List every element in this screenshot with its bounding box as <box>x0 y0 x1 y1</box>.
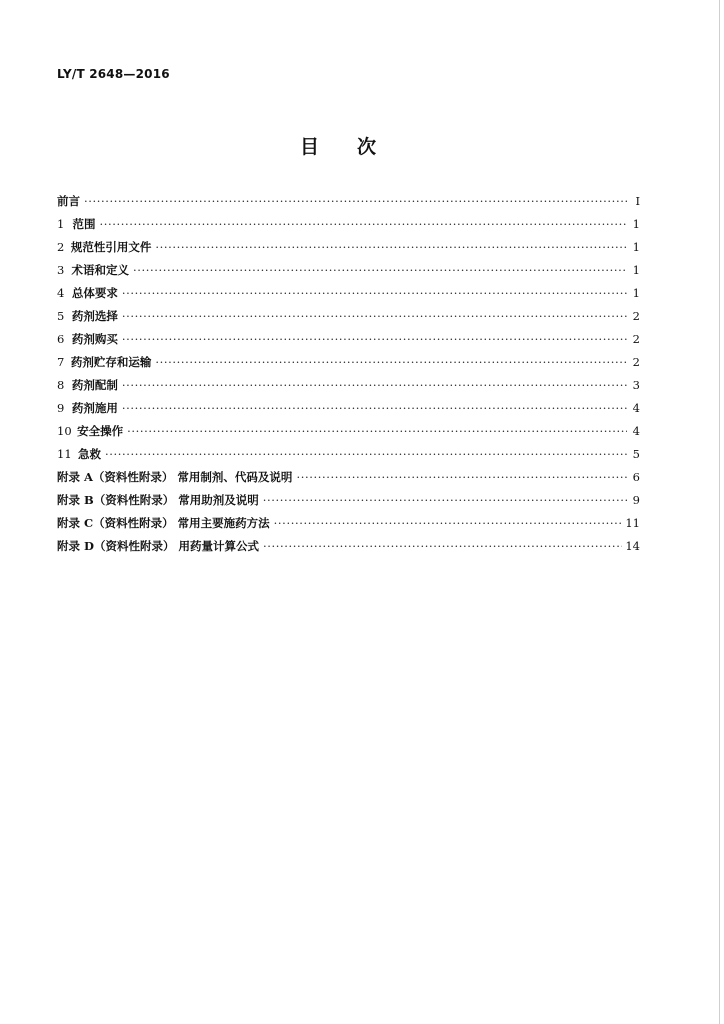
toc-entry-foreword[interactable] <box>57 193 640 216</box>
toc-entry-label: 药剂选择 <box>71 309 118 323</box>
page-edge <box>719 0 720 1024</box>
toc-entry-6[interactable] <box>57 331 640 354</box>
toc-entry-2[interactable] <box>57 239 640 262</box>
toc-entry-5[interactable] <box>57 308 640 331</box>
toc-page-number: 9 <box>632 493 640 507</box>
toc-section-number: 7 <box>57 355 65 369</box>
toc-entry-label: 药剂贮存和运输 <box>70 355 152 369</box>
toc-page-number: 2 <box>632 332 640 346</box>
toc-entry-8[interactable] <box>57 377 640 400</box>
toc-entry-label: 药剂施用 <box>71 401 118 415</box>
toc-entry-label: 附录 D（资料性附录） 用药量计算公式 <box>57 539 259 553</box>
toc-page-number: Ⅰ <box>635 194 640 208</box>
toc-dot-leader <box>105 447 627 461</box>
toc-section-number: 8 <box>57 378 65 392</box>
toc-section-number: 5 <box>57 309 65 323</box>
toc-entry-appendix-b[interactable] <box>57 492 640 515</box>
toc-entry-label: 范围 <box>72 217 96 231</box>
toc-dot-leader <box>133 263 627 277</box>
toc-entry-label: 前言 <box>57 194 80 208</box>
toc-dot-leader <box>122 286 627 300</box>
toc-dot-leader <box>296 470 627 484</box>
toc-page-number: 1 <box>632 217 640 231</box>
table-of-contents <box>57 193 640 561</box>
toc-dot-leader <box>263 493 627 507</box>
toc-page-number: 1 <box>632 263 640 277</box>
toc-entry-label: 安全操作 <box>77 424 124 438</box>
toc-entry-7[interactable] <box>57 354 640 377</box>
page-title: 目次 <box>300 136 415 158</box>
toc-dot-leader <box>263 539 622 553</box>
toc-entry-10[interactable] <box>57 423 640 446</box>
toc-entry-label: 术语和定义 <box>71 263 130 277</box>
toc-dot-leader <box>122 378 627 392</box>
toc-section-number: 10 <box>57 424 72 438</box>
toc-page-number: 4 <box>632 424 640 438</box>
toc-section-number: 2 <box>57 240 65 254</box>
toc-page-number: 2 <box>632 355 640 369</box>
toc-dot-leader <box>100 217 628 231</box>
toc-page-number: 14 <box>625 539 640 553</box>
toc-entry-label: 附录 C（资料性附录） 常用主要施药方法 <box>57 516 270 530</box>
toc-entry-label: 规范性引用文件 <box>70 240 152 254</box>
toc-section-number: 4 <box>57 286 65 300</box>
toc-dot-leader <box>155 240 627 254</box>
standard-number: LY/T 2648—2016 <box>57 67 170 81</box>
toc-entry-1[interactable] <box>57 216 640 239</box>
toc-page-number: 1 <box>632 240 640 254</box>
toc-entry-label: 附录 A（资料性附录） 常用制剂、代码及说明 <box>57 470 293 484</box>
toc-entry-appendix-c[interactable] <box>57 515 640 538</box>
toc-entry-label: 药剂配制 <box>71 378 118 392</box>
toc-section-number: 9 <box>57 401 65 415</box>
toc-entry-3[interactable] <box>57 262 640 285</box>
toc-section-number: 11 <box>57 447 72 461</box>
toc-dot-leader <box>155 355 627 369</box>
toc-section-number: 1 <box>57 217 65 231</box>
toc-dot-leader <box>122 332 627 346</box>
toc-entry-appendix-d[interactable] <box>57 538 640 561</box>
toc-dot-leader <box>122 401 627 415</box>
toc-entry-label: 总体要求 <box>71 286 118 300</box>
toc-page-number: 6 <box>632 470 640 484</box>
toc-page-number: 5 <box>632 447 640 461</box>
toc-dot-leader <box>122 309 627 323</box>
toc-entry-9[interactable] <box>57 400 640 423</box>
toc-entry-label: 附录 B（资料性附录） 常用助剂及说明 <box>57 493 259 507</box>
toc-page-number: 3 <box>632 378 640 392</box>
toc-page-number: 1 <box>632 286 640 300</box>
toc-dot-leader <box>84 194 627 208</box>
toc-entry-label: 急救 <box>77 447 101 461</box>
toc-page-number: 2 <box>632 309 640 323</box>
toc-entry-11[interactable] <box>57 446 640 469</box>
toc-section-number: 6 <box>57 332 65 346</box>
toc-entry-4[interactable] <box>57 285 640 308</box>
toc-page-number: 4 <box>632 401 640 415</box>
toc-dot-leader <box>274 516 623 530</box>
toc-section-number: 3 <box>57 263 65 277</box>
toc-page-number: 11 <box>625 516 640 530</box>
toc-entry-label: 药剂购买 <box>71 332 118 346</box>
toc-dot-leader <box>127 424 627 438</box>
toc-entry-appendix-a[interactable] <box>57 469 640 492</box>
